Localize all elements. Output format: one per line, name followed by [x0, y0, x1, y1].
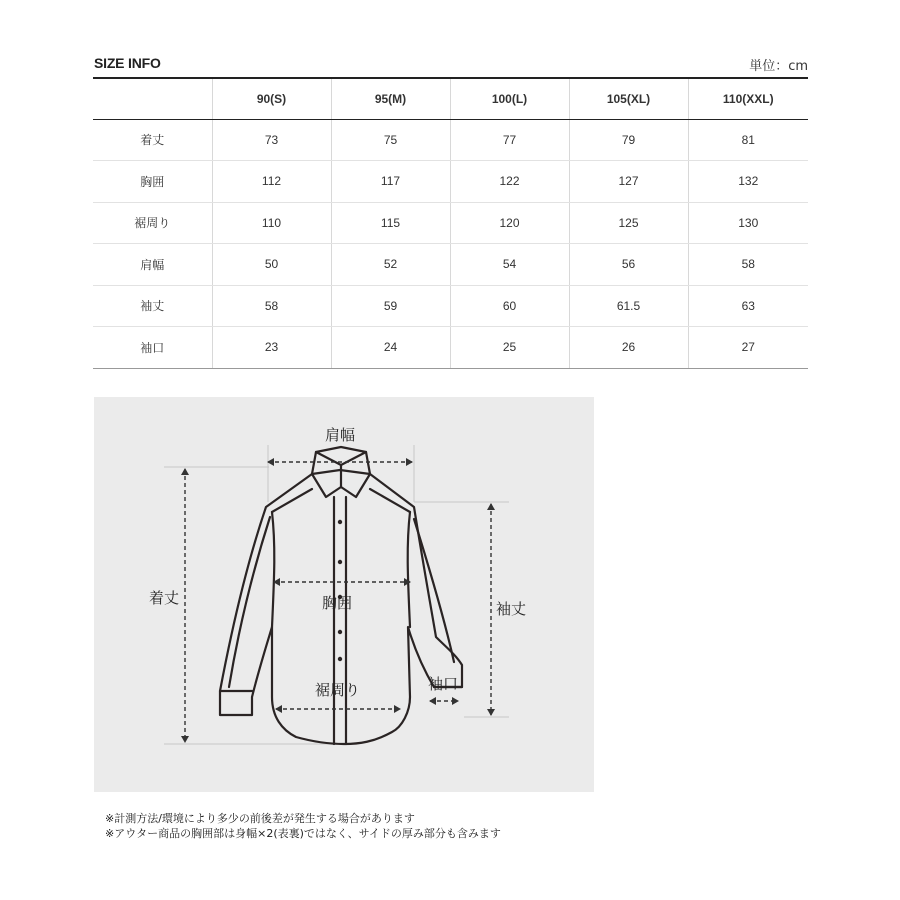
table-cell: 122	[450, 161, 569, 203]
table-cell: 61.5	[569, 285, 688, 327]
table-cell: 56	[569, 244, 688, 286]
table-cell: 110	[212, 202, 331, 244]
length-label: 着丈	[149, 589, 180, 607]
table-cell: 50	[212, 244, 331, 286]
table-cell: 127	[569, 161, 688, 203]
size-table	[93, 77, 808, 369]
table-header-cell: 105(XL)	[569, 78, 688, 119]
table-cell: 58	[688, 244, 808, 286]
table-cell: 59	[331, 285, 450, 327]
row-label: 胸囲	[93, 161, 212, 203]
chest-label: 胸囲	[322, 594, 353, 612]
table-header-cell: 90(S)	[212, 78, 331, 119]
table-cell: 73	[212, 119, 331, 161]
table-cell: 58	[212, 285, 331, 327]
table-cell: 81	[688, 119, 808, 161]
table-row	[93, 161, 808, 203]
table-cell: 63	[688, 285, 808, 327]
table-row	[93, 202, 808, 244]
table-cell: 130	[688, 202, 808, 244]
table-cell: 120	[450, 202, 569, 244]
shoulder-label: 肩幅	[325, 426, 356, 444]
header	[94, 55, 808, 75]
cuff-label: 袖口	[428, 675, 459, 693]
shirt-buttons	[338, 520, 342, 661]
table-cell: 24	[331, 327, 450, 369]
table-cell: 117	[331, 161, 450, 203]
table-cell: 25	[450, 327, 569, 369]
table-header-cell: 95(M)	[331, 78, 450, 119]
table-row	[93, 119, 808, 161]
table-header-cell: 100(L)	[450, 78, 569, 119]
table-cell: 23	[212, 327, 331, 369]
sleeve-label: 袖丈	[496, 600, 527, 618]
table-row	[93, 244, 808, 286]
note-line: ※アウター商品の胸囲部は身幅×2(表裏)ではなく、サイドの厚み部分も含みます	[105, 827, 501, 840]
table-cell: 112	[212, 161, 331, 203]
table-cell: 54	[450, 244, 569, 286]
table-cell: 75	[331, 119, 450, 161]
table-cell: 77	[450, 119, 569, 161]
page-title: SIZE INFO	[94, 55, 161, 71]
table-cell: 79	[569, 119, 688, 161]
row-label: 袖丈	[93, 285, 212, 327]
table-cell: 115	[331, 202, 450, 244]
table-cell: 27	[688, 327, 808, 369]
table-cell: 60	[450, 285, 569, 327]
table-header-cell	[93, 78, 212, 119]
table-row	[93, 285, 808, 327]
unit-label: 単位：cm	[749, 59, 808, 74]
hem-label: 裾周り	[315, 681, 361, 699]
table-cell: 52	[331, 244, 450, 286]
table-cell: 125	[569, 202, 688, 244]
row-label: 肩幅	[93, 244, 212, 286]
note-line: ※計測方法/環境により多少の前後差が発生する場合があります	[105, 812, 415, 825]
row-label: 裾周り	[93, 202, 212, 244]
table-cell: 132	[688, 161, 808, 203]
table-cell: 26	[569, 327, 688, 369]
table-header-cell: 110(XXL)	[688, 78, 808, 119]
notes	[105, 811, 501, 841]
shirt-illustration	[94, 397, 594, 792]
row-label: 袖口	[93, 327, 212, 369]
measurement-diagram	[94, 397, 594, 792]
table-row	[93, 327, 808, 369]
table-header-row	[93, 78, 808, 119]
row-label: 着丈	[93, 119, 212, 161]
